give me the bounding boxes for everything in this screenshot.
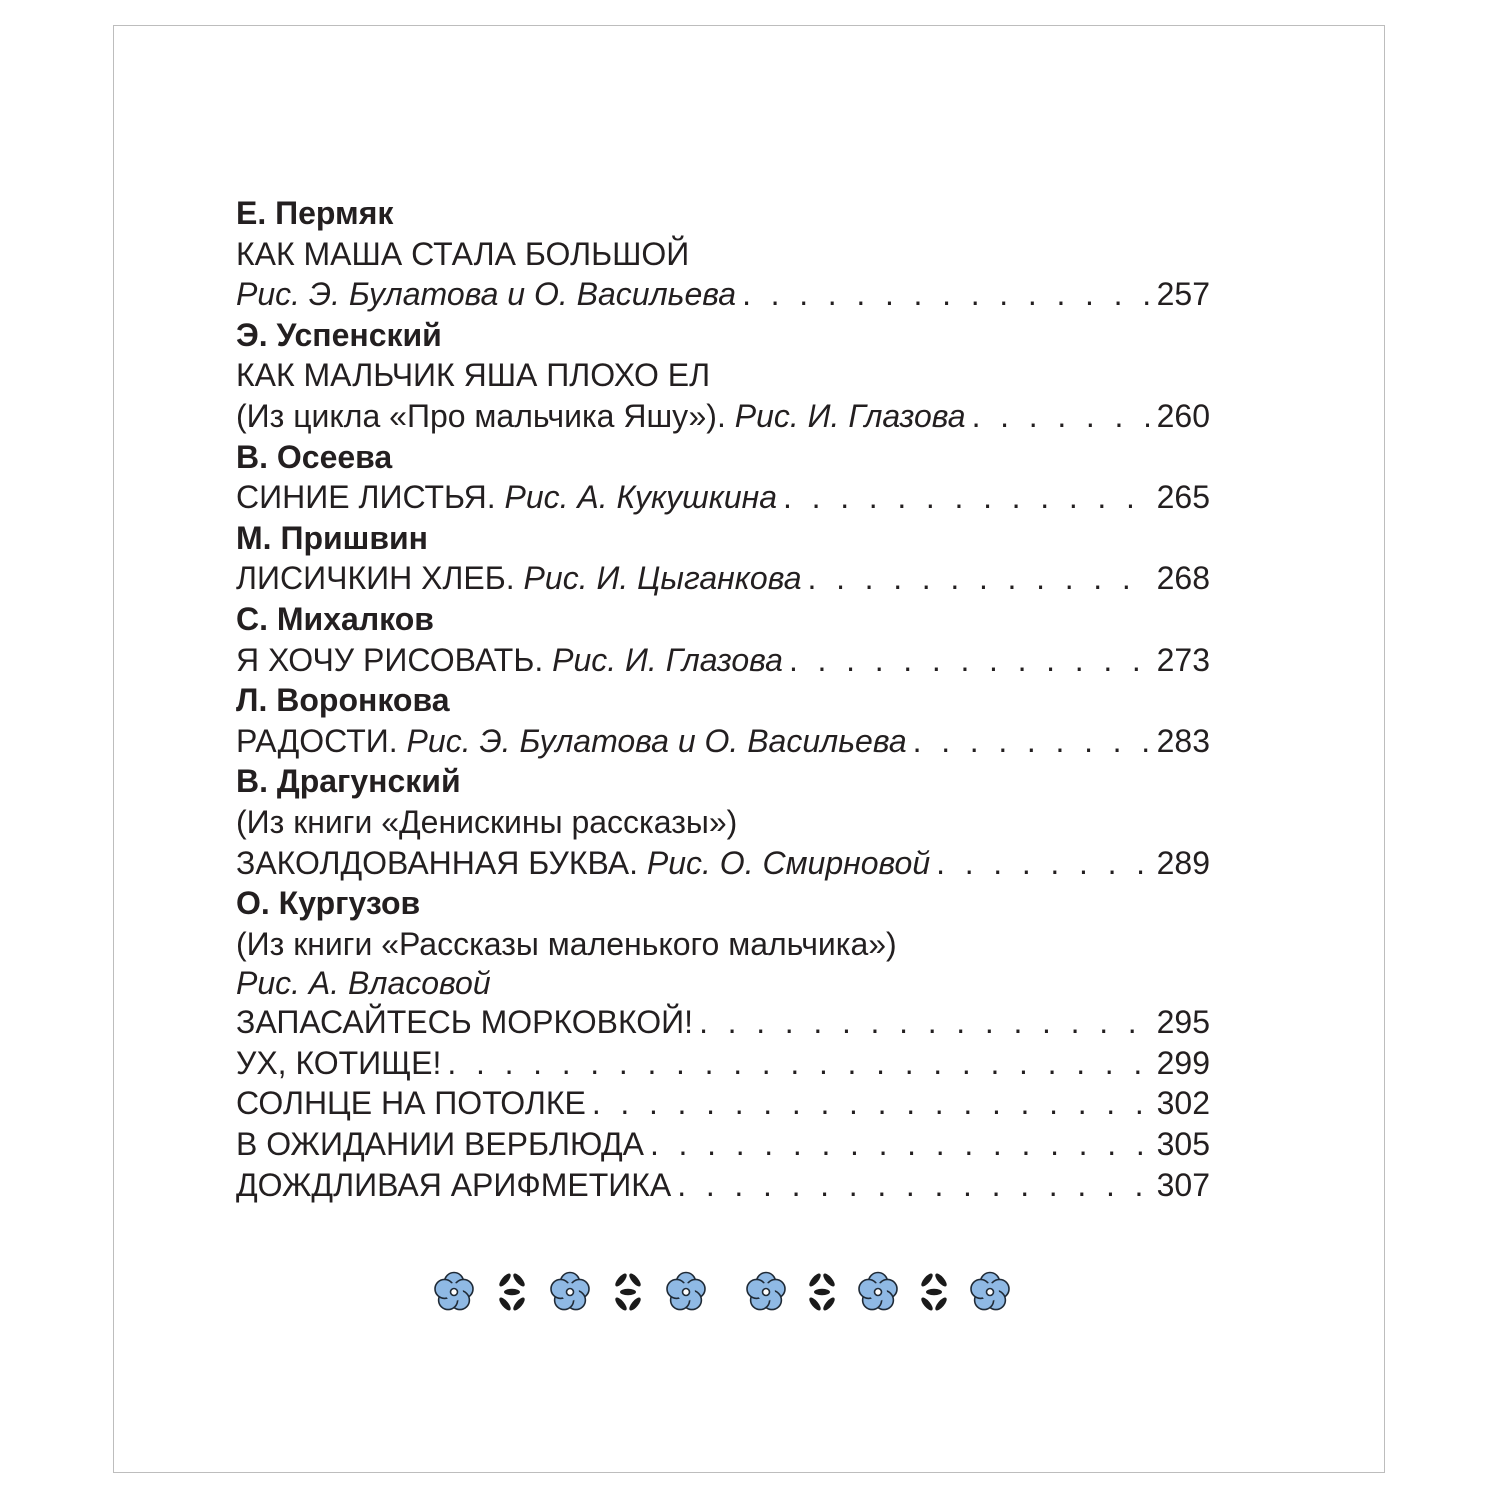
toc-entry-text [236,396,966,437]
author-name: С. Михалков [236,600,434,637]
page-number: 260 [1156,397,1210,434]
page-number: 268 [1156,560,1210,597]
flower-icon [667,1273,705,1310]
story-title: КАК МАША СТАЛА БОЛЬШОЙ [236,235,690,272]
author-name: О. Кургузов [236,885,421,922]
toc-entry-row [236,1165,1210,1206]
page-number: 289 [1156,844,1210,881]
flower-icon [859,1273,897,1310]
toc-entry-text [236,1043,441,1084]
page-number: 265 [1156,479,1210,516]
toc-entry-text [236,274,736,315]
page-number: 295 [1156,1004,1210,1041]
page-number: 257 [1156,276,1210,313]
dot-leader [586,1083,1149,1124]
page-number: 305 [1156,1126,1210,1163]
author-name: Л. Воронкова [236,682,450,719]
flower-ornament [428,1262,1018,1322]
toc-entry-text [236,1002,693,1043]
story-title: ЗАКОЛДОВАННАЯ БУКВА. [236,844,647,881]
page-number: 307 [1156,1166,1210,1203]
leaf-pair-icon [613,1272,642,1312]
story-title: СОЛНЦЕ НА ПОТОЛКЕ [236,1085,586,1122]
page-number: 299 [1156,1044,1210,1081]
dot-leader [693,1002,1149,1043]
flower-icon [435,1273,473,1310]
leaf-pair-icon [807,1272,836,1312]
toc-entry-row [236,477,1210,518]
toc-entry-row [236,721,1210,762]
story-title: ЛИСИЧКИН ХЛЕБ. [236,560,524,597]
dot-leader [441,1043,1148,1084]
story-title: УХ, КОТИЩЕ! [236,1044,442,1081]
illustrator-credit: Рис. И. Цыганкова [523,560,802,597]
author-name: Е. Пермяк [236,195,394,231]
page-number: 302 [1156,1085,1210,1122]
page-number: 273 [1156,641,1210,678]
flower-icon [747,1273,785,1310]
story-title: Я ХОЧУ РИСОВАТЬ. [236,641,553,678]
author-name: Э. Успенский [236,316,442,353]
story-title: СИНИЕ ЛИСТЬЯ. [236,479,505,516]
toc-entry-row [236,558,1210,599]
page-number: 283 [1156,722,1210,759]
toc-entry-text [236,640,783,681]
illustrator-credit: Рис. О. Смирновой [646,844,931,881]
illustrator-note: Рис. А. Власовой [236,965,491,1002]
story-title: (Из цикла «Про мальчика Яшу»). [236,397,735,434]
story-title: В ОЖИДАНИИ ВЕРБЛЮДА [236,1126,644,1163]
story-title: ЗАПАСАЙТЕСЬ МОРКОВКОЙ! [236,1004,694,1041]
toc-entry-row [236,1083,1210,1124]
toc-entry-text [236,477,777,518]
story-title: КАК МАЛЬЧИК ЯША ПЛОХО ЕЛ [236,357,711,394]
story-title: (Из книги «Денискины рассказы») [236,803,738,840]
illustrator-credit: Рис. Э. Булатова и О. Васильева [406,722,907,759]
dot-leader [736,274,1149,315]
dot-leader [644,1124,1149,1165]
flower-icon [551,1273,589,1310]
toc-entry-row [236,396,1210,437]
illustrator-credit: Рис. И. Глазова [734,397,966,434]
toc-entry-row [236,1124,1210,1165]
leaf-pair-icon [919,1272,948,1312]
author-name: В. Драгунский [236,763,461,800]
dot-leader [966,396,1149,437]
toc-entry-row [236,1043,1210,1084]
toc-entry-row [236,843,1210,884]
illustrator-credit: Рис. А. Кукушкина [504,479,778,516]
illustrator-credit: Рис. И. Глазова [552,641,783,678]
dot-leader [671,1165,1148,1206]
story-title: ДОЖДЛИВАЯ АРИФМЕТИКА [236,1166,672,1203]
dot-leader [907,721,1149,762]
dot-leader [801,558,1148,599]
toc-entry-row [236,274,1210,315]
toc-entry-text [236,1083,586,1124]
toc-entry-row [236,640,1210,681]
dot-leader [930,843,1149,884]
story-title: (Из книги «Рассказы маленького мальчика») [236,925,897,962]
dot-leader [777,477,1149,518]
toc-entry-text [236,1124,644,1165]
toc-entry-text [236,721,907,762]
toc-entry-text [236,558,801,599]
toc-entry-text [236,843,930,884]
story-title: РАДОСТИ. [236,722,407,759]
flower-icon [971,1273,1009,1310]
dot-leader [783,640,1149,681]
author-name: М. Пришвин [236,519,428,556]
leaf-pair-icon [497,1272,526,1312]
author-name: В. Осеева [236,438,393,475]
toc-entry-row [236,1002,1210,1043]
toc-entry-text [236,1165,671,1206]
illustrator-credit: Рис. Э. Булатова и О. Васильева [236,276,737,313]
table-of-contents [236,193,1210,1205]
